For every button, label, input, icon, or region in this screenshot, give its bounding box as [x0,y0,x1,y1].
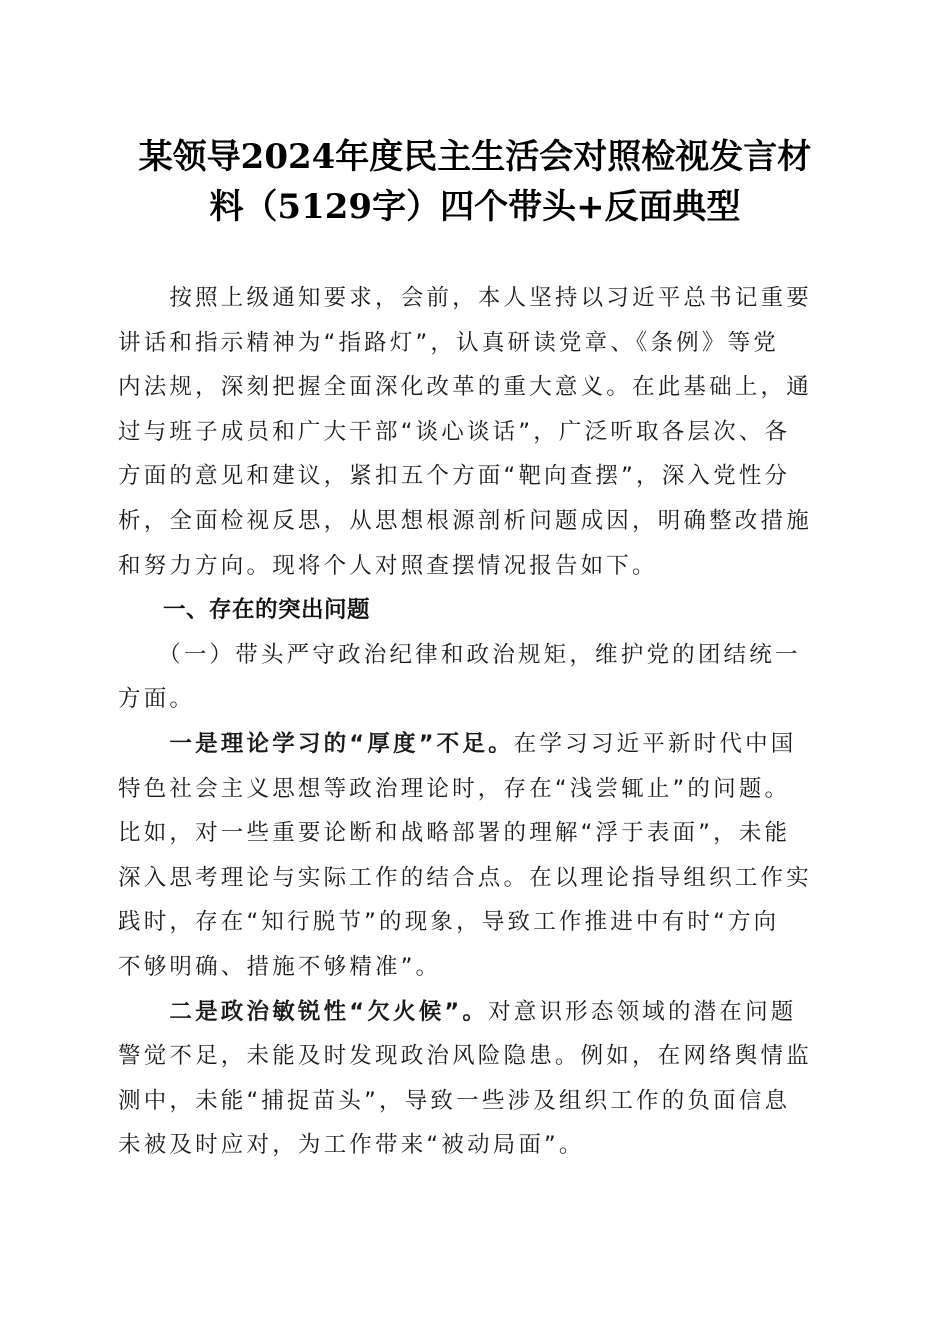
text-line: 践时，存在“知行脱节”的现象，导致工作推进中有时“方向 [118,909,780,936]
point-2-paragraph [118,990,824,1168]
text-line: 警觉不足，未能及时发现政治风险隐患。例如，在网络舆情监 [118,1043,812,1070]
text-line: 未被及时应对，为工作带来“被动局面”。 [118,1132,585,1159]
section-heading: 一、存在的突出问题 [163,597,371,624]
point-2-line-1: 对意识形态领域的潜在问题 [488,998,797,1025]
text-line: 比如，对一些重要论断和战略部署的理解“浮于表面”，未能 [118,820,791,847]
subsection-heading [118,633,824,722]
text-line: 和努力方向。现将个人对照查摆情况报告如下。 [118,552,658,579]
text-line: 不够明确、措施不够精准”。 [118,953,442,980]
document-body [118,276,824,1168]
text-line [118,990,824,1035]
text-line: 方面的意见和建议，紧扣五个方面“靶向查摆”，深入党性分 [118,463,791,490]
text-line: 内法规，深刻把握全面深化改革的重大意义。在此基础上，通 [118,374,812,401]
point-2-lead: 二是政治敏锐性“欠火候”。 [118,998,489,1025]
intro-paragraph [118,276,824,588]
point-1-lead: 一是理论学习的“厚度”不足。 [118,730,514,757]
text-line: 讲话和指示精神为“指路灯”，认真研读党章、《条例》等党 [118,329,779,356]
point-1-paragraph [118,722,824,990]
title-line-2: 料（5129字）四个带头+反面典型 [209,187,741,227]
title-line-1: 某领导2024年度民主生活会对照检视发言材 [138,137,812,177]
text-line: 过与班子成员和广大干部“谈心谈话”，广泛听取各层次、各 [118,418,791,445]
text-line: 析，全面检视反思，从思想根源剖析问题成因，明确整改措施 [118,507,812,534]
text-line: 方面。 [118,686,196,713]
text-line: 测中，未能“捕捉苗头”，导致一些涉及组织工作的负面信息 [118,1087,791,1114]
text-line: 特色社会主义思想等政治理论时，存在“浅尝辄止”的问题。 [118,775,791,802]
point-1-line-1: 在学习习近平新时代中国 [513,730,797,757]
document-title [100,132,850,232]
text-line: （一）带头严守政治纪律和政治规矩，维护党的团结统一 [118,641,801,668]
text-line: 按照上级通知要求，会前，本人坚持以习近平总书记重要 [118,285,812,311]
text-line: 深入思考理论与实际工作的结合点。在以理论指导组织工作实 [118,864,812,891]
text-line [118,722,824,767]
